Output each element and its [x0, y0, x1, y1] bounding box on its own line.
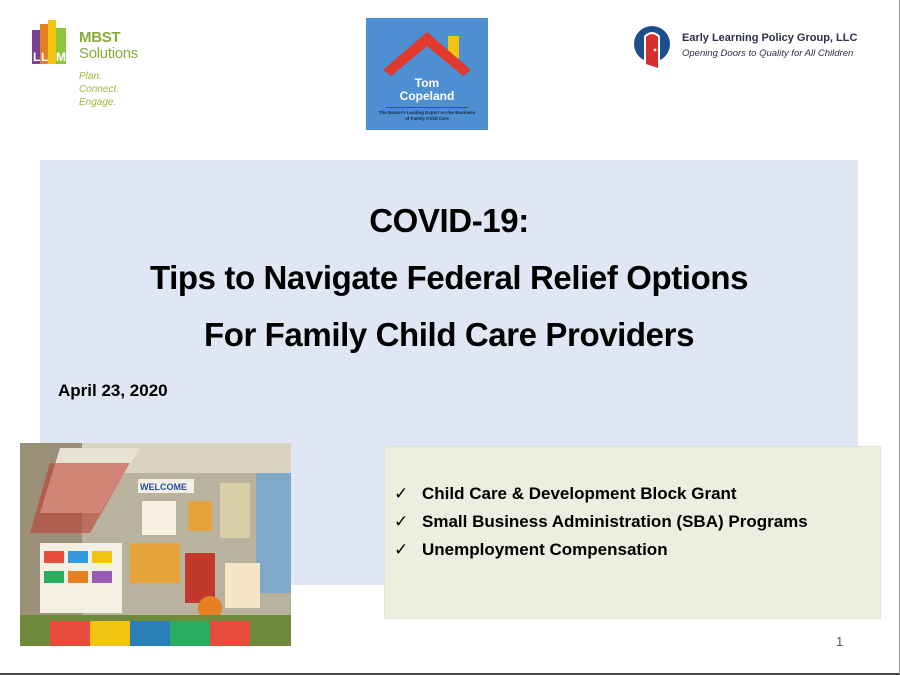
tom-copeland-logo — [366, 18, 488, 130]
title-line-1: COVID-19: — [369, 202, 529, 239]
elpg-name: Early Learning Policy Group, LLC — [682, 32, 858, 44]
mbst-tagline-engage: Engage. — [79, 97, 117, 108]
mbst-letters-icon — [32, 20, 78, 66]
child-care-room-photo — [20, 443, 291, 646]
slide-title — [40, 192, 858, 363]
tom-copeland-tagline: The Nation's Leading Expert on the Business of Family Child Care — [378, 110, 476, 121]
mbst-tagline — [79, 70, 119, 109]
list-item-label: Unemployment Compensation — [422, 540, 668, 559]
list-item-label: Small Business Administration (SBA) Programs — [422, 512, 808, 531]
door-icon — [632, 24, 672, 68]
checkmark-icon: ✓ — [394, 540, 409, 560]
tc-divider — [386, 107, 468, 108]
tc-name-line1: Tom — [414, 76, 440, 90]
list-item — [394, 508, 808, 536]
svg-text:M: M — [56, 50, 66, 64]
tc-name-line2: Copeland — [399, 89, 455, 103]
tom-copeland-name — [366, 77, 488, 103]
mbst-name-line1: MBST — [79, 29, 121, 46]
mbst-tagline-plan: Plan. — [79, 71, 102, 82]
title-line-2: Tips to Navigate Federal Relief Options — [149, 259, 749, 296]
list-item — [394, 480, 808, 508]
title-line-3: For Family Child Care Providers — [203, 316, 695, 353]
checkmark-icon: ✓ — [394, 512, 409, 532]
mbst-solutions-logo — [32, 18, 162, 118]
mbst-tagline-connect: Connect. — [79, 84, 120, 95]
presentation-date: April 23, 2020 — [58, 381, 168, 400]
list-item — [394, 536, 808, 564]
page-number: 1 — [836, 634, 844, 649]
list-item-label: Child Care & Development Block Grant — [422, 484, 737, 503]
classroom-image — [20, 443, 291, 646]
checkmark-icon: ✓ — [394, 484, 409, 504]
mbst-name-line2: Solutions — [79, 45, 139, 62]
welcome-sign: WELCOME — [140, 482, 187, 492]
relief-options-list — [394, 480, 808, 564]
svg-text:L: L — [41, 50, 49, 64]
svg-text:L: L — [33, 50, 41, 64]
mbst-name — [79, 30, 138, 62]
elpg-tagline: Opening Doors to Quality for All Children — [682, 48, 854, 59]
